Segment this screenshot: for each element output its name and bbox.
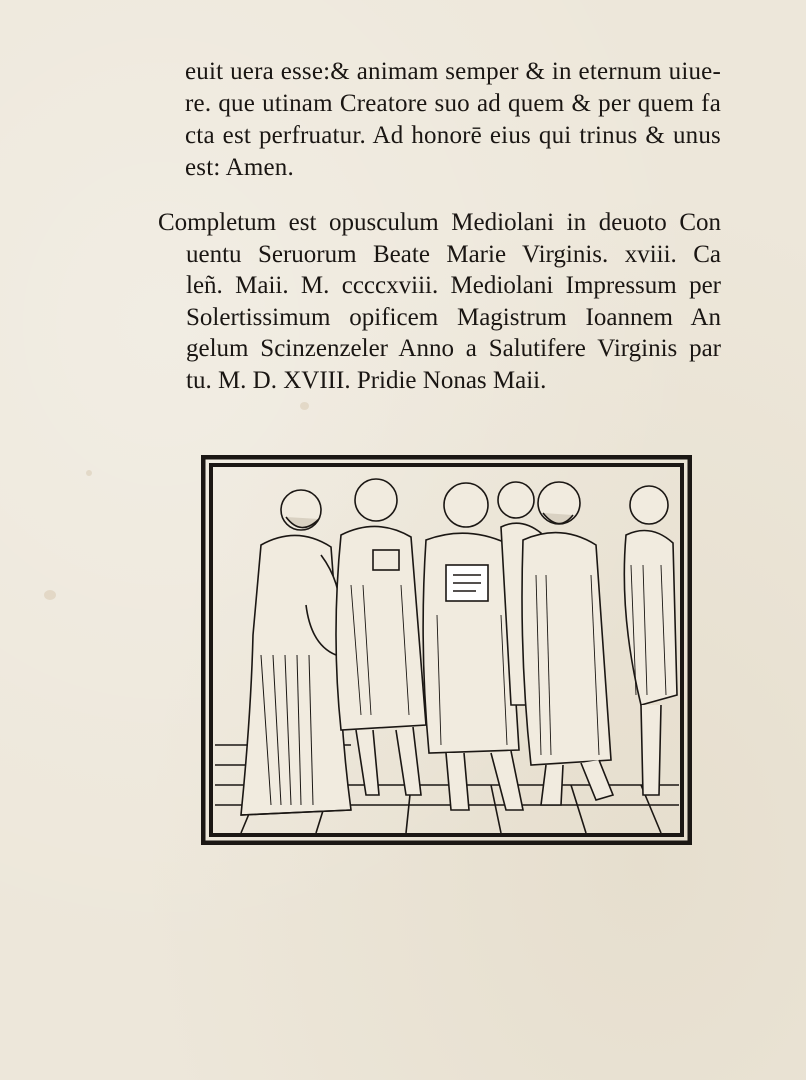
woodcut-illustration xyxy=(201,455,692,845)
body-text xyxy=(185,56,721,184)
paper-stain xyxy=(86,470,92,476)
body-line: cta est perfruatur. Ad honorē eius qui trinus & unus xyxy=(185,122,721,149)
colophon-line: gelum Scinzenzeler Anno a Salutifere Virginis par xyxy=(186,335,721,362)
figure-second xyxy=(336,479,426,795)
paper-stain xyxy=(44,590,56,600)
colophon-line: uentu Seruorum Beate Marie Virginis. xviii. Ca xyxy=(186,240,721,268)
body-line: euit uera esse:& animam semper & in eternum uiue- xyxy=(185,58,721,85)
body-line: est: Amen. xyxy=(185,154,294,181)
colophon-line: tu. M. D. XVIII. Pridie Nonas Maii. xyxy=(186,366,547,394)
body-line: re. que utinam Creatore suo ad quem & per quem fa xyxy=(185,90,721,117)
colophon-line: leñ. Maii. M. ccccxviii. Mediolani Impressum per xyxy=(186,272,721,299)
colophon xyxy=(158,207,721,396)
paper-stain xyxy=(300,402,309,410)
figure-sixth xyxy=(624,486,677,795)
colophon-line: Solertissimum opificem Magistrum Ioannem An xyxy=(186,303,721,331)
figure-elder xyxy=(241,490,351,815)
colophon-line: Completum est opusculum Mediolani in deuoto Con xyxy=(158,209,721,236)
